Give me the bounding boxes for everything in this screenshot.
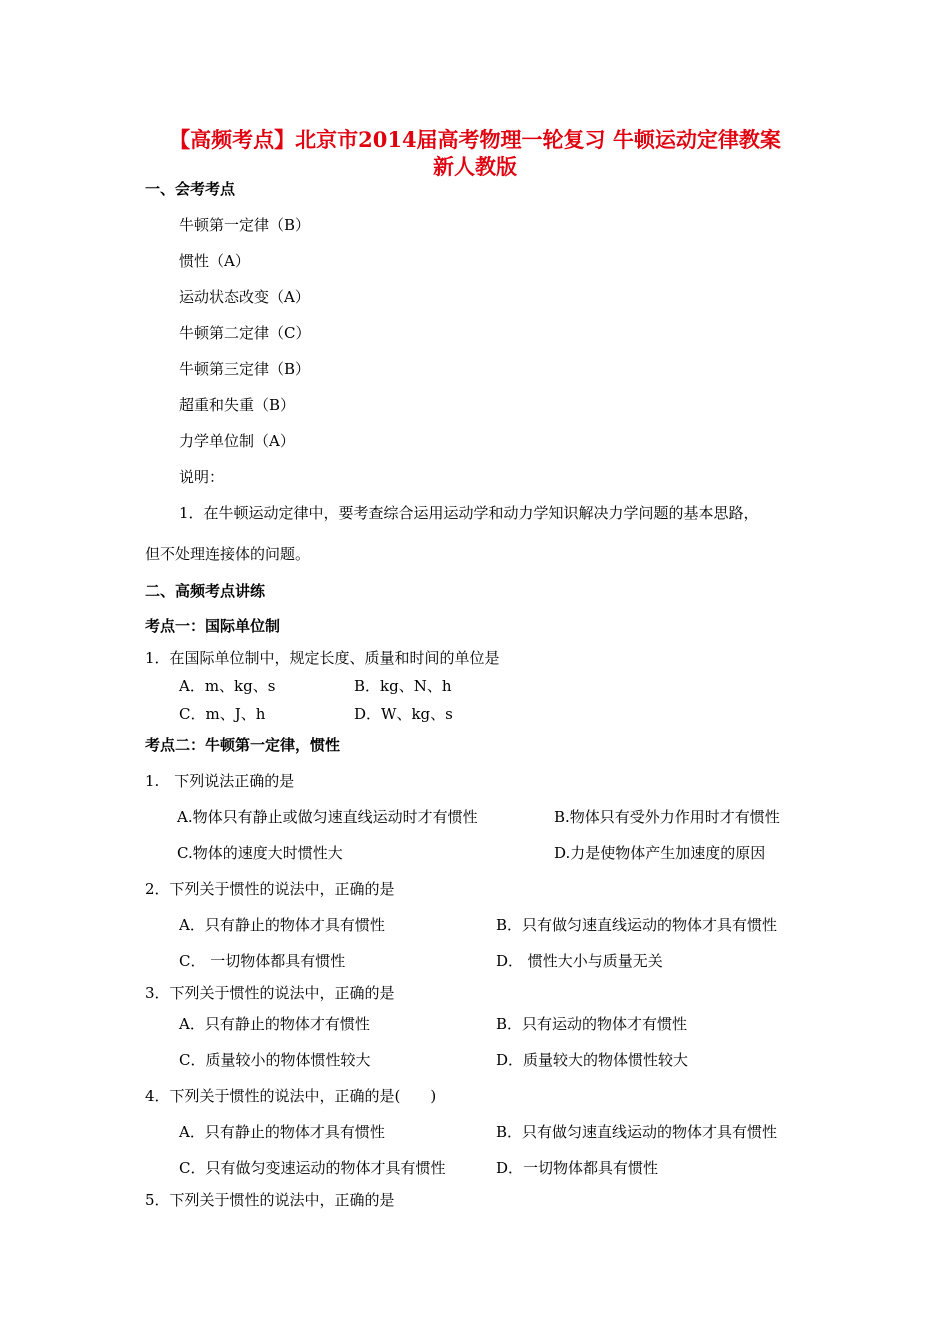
option-c: C．m、J、h	[179, 705, 266, 723]
option-a: A．只有静止的物体才有惯性	[179, 1015, 370, 1033]
topic-heading-inertia: 考点二：牛顿第一定律，惯性	[145, 736, 341, 754]
option-a: A．m、kg、s	[179, 677, 276, 695]
section-heading-practice: 二、高频考点讲练	[145, 582, 266, 600]
question-stem: 3．下列关于惯性的说法中，正确的是	[145, 984, 395, 1002]
option-b: B．只有做匀速直线运动的物体才具有惯性	[496, 1123, 778, 1141]
option-d: D． 惯性大小与质量无关	[496, 952, 663, 970]
note-label: 说明：	[179, 468, 225, 486]
question-stem: 1. 下列说法正确的是	[145, 772, 295, 790]
option-d: D.力是使物体产生加速度的原因	[554, 844, 766, 862]
option-d: D．W、kg、s	[354, 705, 453, 723]
note-paragraph-line-2: 但不处理连接体的问题。	[145, 545, 311, 563]
exam-point-item: 牛顿第三定律（B）	[179, 360, 311, 378]
question-stem: 1．在国际单位制中，规定长度、质量和时间的单位是	[145, 649, 500, 667]
option-b: B．只有做匀速直线运动的物体才具有惯性	[496, 916, 778, 934]
exam-point-item: 牛顿第二定律（C）	[179, 324, 311, 342]
question-stem: 2．下列关于惯性的说法中，正确的是	[145, 880, 395, 898]
option-b: B.物体只有受外力作用时才有惯性	[554, 808, 780, 826]
section-heading-exam-points: 一、会考考点	[145, 180, 236, 198]
option-a: A．只有静止的物体才具有惯性	[179, 1123, 385, 1141]
option-a: A．只有静止的物体才具有惯性	[179, 916, 385, 934]
option-a: A.物体只有静止或做匀速直线运动时才有惯性	[177, 808, 478, 826]
document-title-line-1: 【高频考点】北京市2014届高考物理一轮复习 牛顿运动定律教案	[169, 127, 781, 152]
option-c: C． 一切物体都具有惯性	[179, 952, 346, 970]
option-c: C．只有做匀变速运动的物体才具有惯性	[179, 1159, 446, 1177]
note-paragraph-line-1: 1．在牛顿运动定律中，要考查综合运用运动学和动力学知识解决力学问题的基本思路，	[179, 504, 759, 522]
option-c: C.物体的速度大时惯性大	[177, 844, 343, 862]
option-b: B．kg、N、h	[354, 677, 452, 695]
option-d: D．一切物体都具有惯性	[496, 1159, 659, 1177]
exam-point-item: 惯性（A）	[179, 252, 250, 270]
exam-point-item: 超重和失重（B）	[179, 396, 296, 414]
exam-point-item: 牛顿第一定律（B）	[179, 216, 311, 234]
option-b: B．只有运动的物体才有惯性	[496, 1015, 688, 1033]
question-stem: 4．下列关于惯性的说法中，正确的是( )	[145, 1087, 437, 1105]
topic-heading-si-units: 考点一：国际单位制	[145, 617, 281, 635]
document-title-line-2: 新人教版	[433, 154, 517, 179]
exam-point-item: 力学单位制（A）	[179, 432, 295, 450]
exam-point-item: 运动状态改变（A）	[179, 288, 310, 306]
option-d: D．质量较大的物体惯性较大	[496, 1051, 689, 1069]
question-stem: 5．下列关于惯性的说法中，正确的是	[145, 1191, 395, 1209]
option-c: C．质量较小的物体惯性较大	[179, 1051, 371, 1069]
